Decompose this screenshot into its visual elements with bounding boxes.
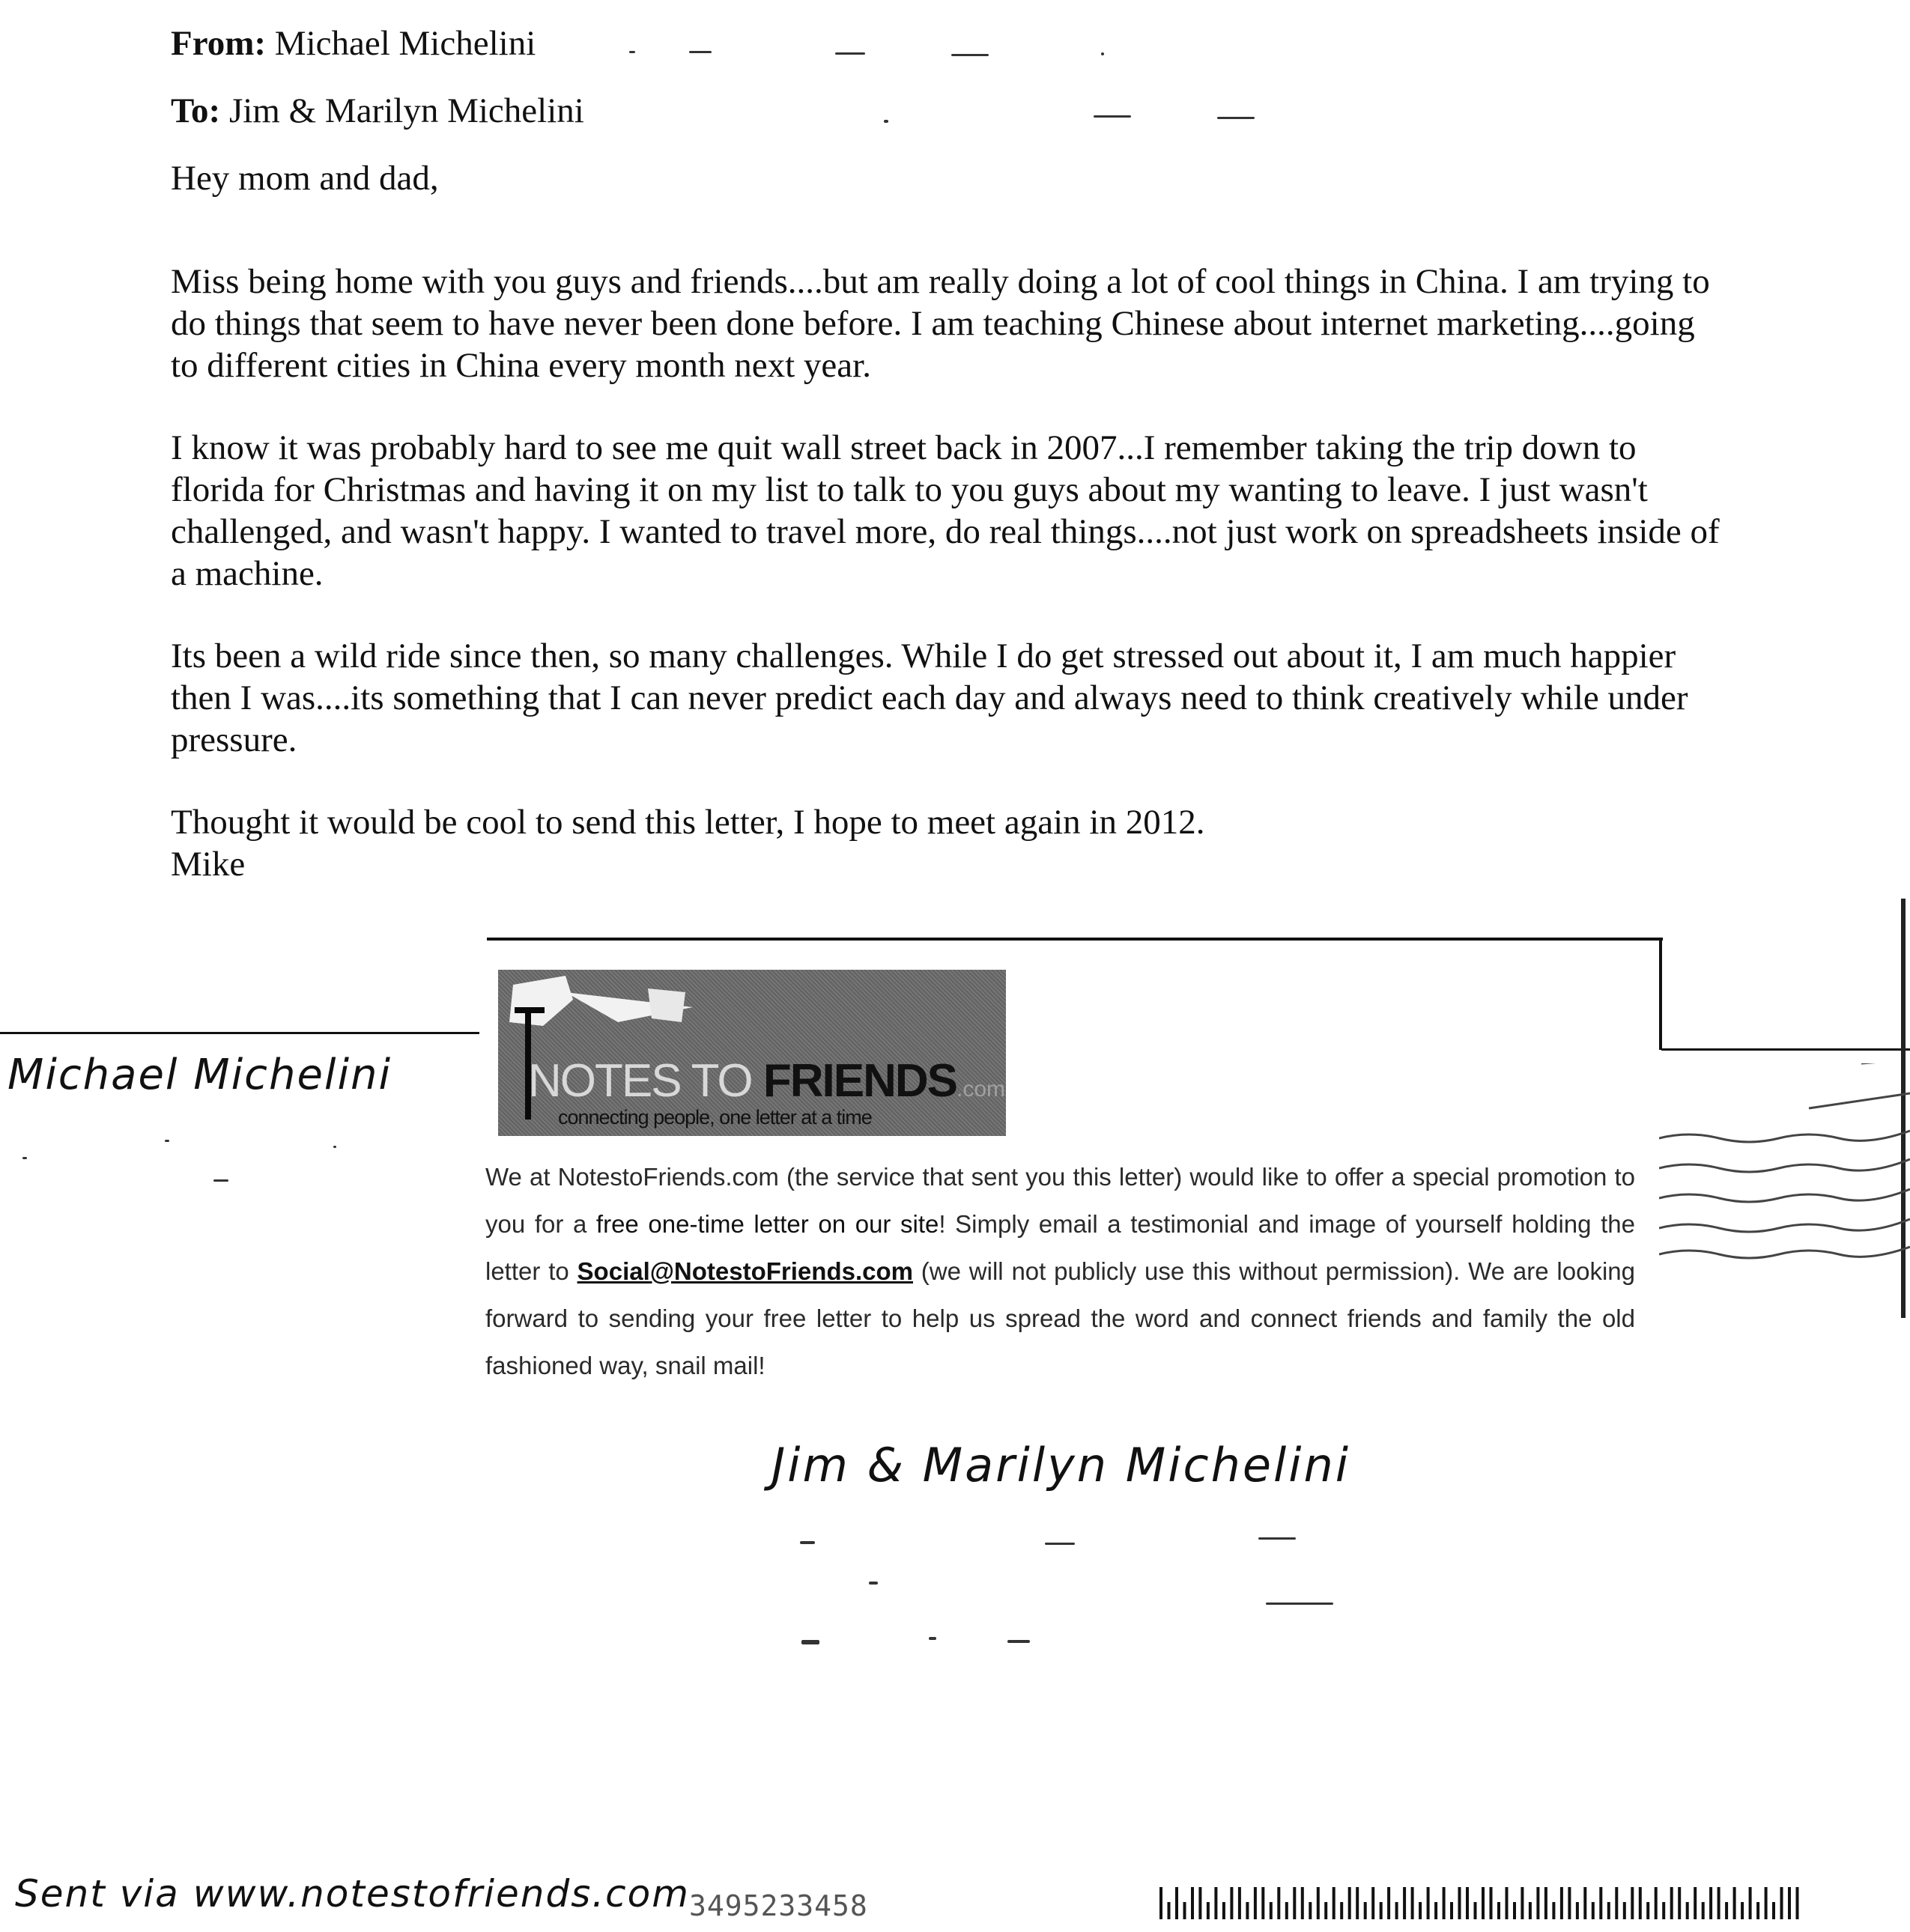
barcode-bar: [1175, 1887, 1178, 1919]
barcode-bar: [1568, 1887, 1571, 1919]
barcode-bar: [1364, 1902, 1367, 1919]
return-address-line: [0, 1032, 479, 1034]
barcode-bar: [1419, 1902, 1422, 1919]
barcode-bar: [1285, 1902, 1288, 1919]
promo-text-3: (we will not publicly use this without permission). We are looking forward to sending your free letter to help us spread the word and connect friends and family the old fashioned way, snail mail!: [485, 1257, 1635, 1379]
scan-mark: [689, 51, 712, 53]
barcode-bar: [1631, 1887, 1634, 1919]
scan-mark: [951, 54, 989, 56]
barcode-bar: [1490, 1887, 1493, 1919]
barcode-bar: [1458, 1887, 1461, 1919]
promo-email-link[interactable]: Social@NotestoFriends.com: [577, 1257, 913, 1285]
barcode-bar: [1741, 1902, 1744, 1919]
barcode-bar: [1506, 1887, 1509, 1919]
scan-mark: [1101, 52, 1104, 55]
barcode-bar: [1159, 1887, 1162, 1919]
barcode-bar: [1655, 1887, 1658, 1919]
barcode-bar: [1639, 1887, 1642, 1919]
barcode-bar: [1583, 1887, 1586, 1919]
barcode-bar: [1191, 1887, 1194, 1919]
scan-mark: [333, 1146, 336, 1148]
barcode-bar: [1529, 1902, 1532, 1919]
scan-mark: [1266, 1603, 1333, 1605]
to-line: [171, 90, 1729, 132]
barcode-bar: [1434, 1902, 1437, 1919]
logo-wordmark-thin: NOTES TO: [528, 1055, 763, 1107]
barcode-bar: [1411, 1887, 1414, 1919]
from-label: From:: [171, 24, 267, 63]
barcode-bar: [1607, 1902, 1610, 1919]
barcode-bar: [1560, 1887, 1563, 1919]
to-label: To:: [171, 91, 221, 130]
barcode-bar: [1599, 1887, 1602, 1919]
barcode-bar: [1709, 1887, 1712, 1919]
barcode-bar: [1552, 1902, 1555, 1919]
barcode-bar: [1733, 1887, 1736, 1919]
sent-via-handwritten: Sent via www.notestofriends.com: [15, 1872, 690, 1916]
barcode-bar: [1513, 1902, 1516, 1919]
barcode-bar: [1395, 1902, 1398, 1919]
barcode-bar: [1168, 1902, 1171, 1919]
scan-mark: [629, 51, 635, 53]
barcode-bar: [1670, 1887, 1673, 1919]
scan-mark: [801, 1640, 819, 1644]
barcode-bar: [1662, 1902, 1665, 1919]
barcode-bar: [1427, 1887, 1430, 1919]
paragraph-4: Thought it would be cool to send this letter, I hope to meet again in 2012.: [171, 803, 1205, 842]
barcode-bar: [1623, 1902, 1626, 1919]
barcode-bar: [1403, 1887, 1406, 1919]
barcode-bar: [1678, 1887, 1681, 1919]
barcode-bar: [1238, 1887, 1241, 1919]
letter-body: [171, 22, 1729, 885]
barcode-bar: [1576, 1902, 1579, 1919]
barcode-bar: [1371, 1887, 1374, 1919]
from-line: [171, 22, 1729, 64]
scan-mark: [869, 1582, 878, 1585]
promo-emphasis: free one-time letter on our site: [595, 1210, 939, 1238]
barcode-bar: [1333, 1887, 1336, 1919]
sender-handwritten: Michael Michelini: [7, 1051, 392, 1099]
barcode-bar: [1780, 1887, 1783, 1919]
paragraph-1: Miss being home with you guys and friends....but am really doing a lot of cool things in China. I am trying to do things that seem to have never been done before. I am teaching Chinese about internet marketing....going to different cities in China every month next year.: [171, 262, 1710, 385]
logo-wordmark: [528, 1055, 1006, 1113]
to-name: Jim & Marilyn Michelini: [228, 91, 584, 130]
scan-mark: [835, 52, 865, 55]
logo-tagline: connecting people, one letter at a time: [558, 1106, 872, 1128]
barcode-bar: [1183, 1902, 1186, 1919]
logo-wordmark-bold: FRIENDS: [763, 1055, 957, 1107]
scan-mark: [213, 1179, 228, 1182]
promo-text-1: We at NotestoFriends.com (the service that sent you this letter) would like to offer a special promotion to you for a: [485, 1163, 1635, 1238]
barcode-bar: [1214, 1887, 1217, 1919]
barcode-bar: [1254, 1887, 1257, 1919]
barcode-bar: [1301, 1887, 1304, 1919]
barcode-bar: [1592, 1902, 1595, 1919]
barcode-bar: [1356, 1887, 1359, 1919]
barcode-bar: [1765, 1887, 1768, 1919]
scan-mark: [1094, 115, 1131, 118]
barcode-bar: [1443, 1887, 1446, 1919]
barcode-bar: [1207, 1902, 1210, 1919]
barcode-bar: [1544, 1887, 1547, 1919]
barcode-bar: [1466, 1887, 1469, 1919]
barcode-bar: [1702, 1902, 1705, 1919]
stamp-area-line: [1661, 1048, 1910, 1051]
barcode-bar: [1261, 1887, 1264, 1919]
scan-mark: [884, 120, 888, 123]
scan-mark: [22, 1157, 27, 1159]
barcode-bar: [1521, 1887, 1524, 1919]
barcode-bar: [1198, 1887, 1201, 1919]
barcode-bar: [1222, 1902, 1225, 1919]
barcode-bar: [1317, 1887, 1320, 1919]
envelope-border-top: [487, 938, 1663, 941]
barcode-bar: [1324, 1902, 1327, 1919]
paragraph-3: Its been a wild ride since then, so many challenges. While I do get stressed out about it, I am much happier then I was....its something that I can never predict each day and always need to think creatively while under pressure.: [171, 637, 1688, 759]
envelope-border-right: [1659, 938, 1662, 1050]
barcode-bar: [1796, 1887, 1799, 1919]
tracking-number: 3495233458: [689, 1889, 868, 1922]
greeting: Hey mom and dad,: [171, 159, 439, 198]
barcode-bar: [1246, 1902, 1249, 1919]
barcode-bar: [1340, 1902, 1343, 1919]
scan-mark: [800, 1541, 815, 1544]
barcode-bar: [1277, 1887, 1280, 1919]
barcode-bar: [1772, 1902, 1775, 1919]
barcode-bar: [1380, 1902, 1383, 1919]
barcode-bar: [1536, 1887, 1539, 1919]
postmark-wavy-lines: [1659, 1063, 1910, 1303]
scan-mark: [1007, 1640, 1030, 1643]
logo-wordmark-suffix: .com: [956, 1077, 1006, 1102]
scan-mark: [1217, 117, 1255, 119]
barcode-bar: [1749, 1887, 1752, 1919]
barcode-bar: [1718, 1887, 1720, 1919]
barcode-bar: [1348, 1887, 1351, 1919]
barcode-bar: [1270, 1902, 1273, 1919]
barcode-bar: [1293, 1887, 1296, 1919]
barcode-bar: [1230, 1887, 1233, 1919]
barcode-bar: [1725, 1902, 1728, 1919]
barcode-bar: [1474, 1902, 1477, 1919]
barcode-bar: [1450, 1902, 1453, 1919]
notestofriends-logo: [498, 970, 1006, 1136]
postal-barcode: [1159, 1883, 1804, 1921]
barcode-bar: [1482, 1887, 1485, 1919]
barcode-bar: [1694, 1887, 1697, 1919]
recipient-handwritten: Jim & Marilyn Michelini: [771, 1438, 1351, 1492]
promo-text-2: ! Simply email a testimonial and image of yourself holding the letter to: [485, 1210, 1636, 1285]
scan-mark: [165, 1140, 169, 1142]
paragraph-2: I know it was probably hard to see me quit wall street back in 2007...I remember taking the trip down to florida for Christmas and having it on my list to talk to you guys about my wanting to leave. I just wasn't challenged, and wasn't happy. I wanted to travel more, do real things....not just work on spreadsheets inside of a machine.: [171, 428, 1720, 593]
from-name: Michael Michelini: [274, 24, 536, 63]
barcode-bar: [1387, 1887, 1390, 1919]
scan-mark: [1045, 1543, 1075, 1545]
barcode-bar: [1615, 1887, 1618, 1919]
signoff: Mike: [171, 845, 246, 884]
barcode-bar: [1686, 1902, 1689, 1919]
barcode-bar: [1497, 1902, 1500, 1919]
scan-mark: [929, 1637, 936, 1640]
barcode-bar: [1646, 1902, 1649, 1919]
promo-text: [485, 1153, 1635, 1389]
barcode-bar: [1309, 1902, 1312, 1919]
barcode-bar: [1788, 1887, 1791, 1919]
scan-mark: [1258, 1537, 1296, 1540]
barcode-bar: [1756, 1902, 1759, 1919]
